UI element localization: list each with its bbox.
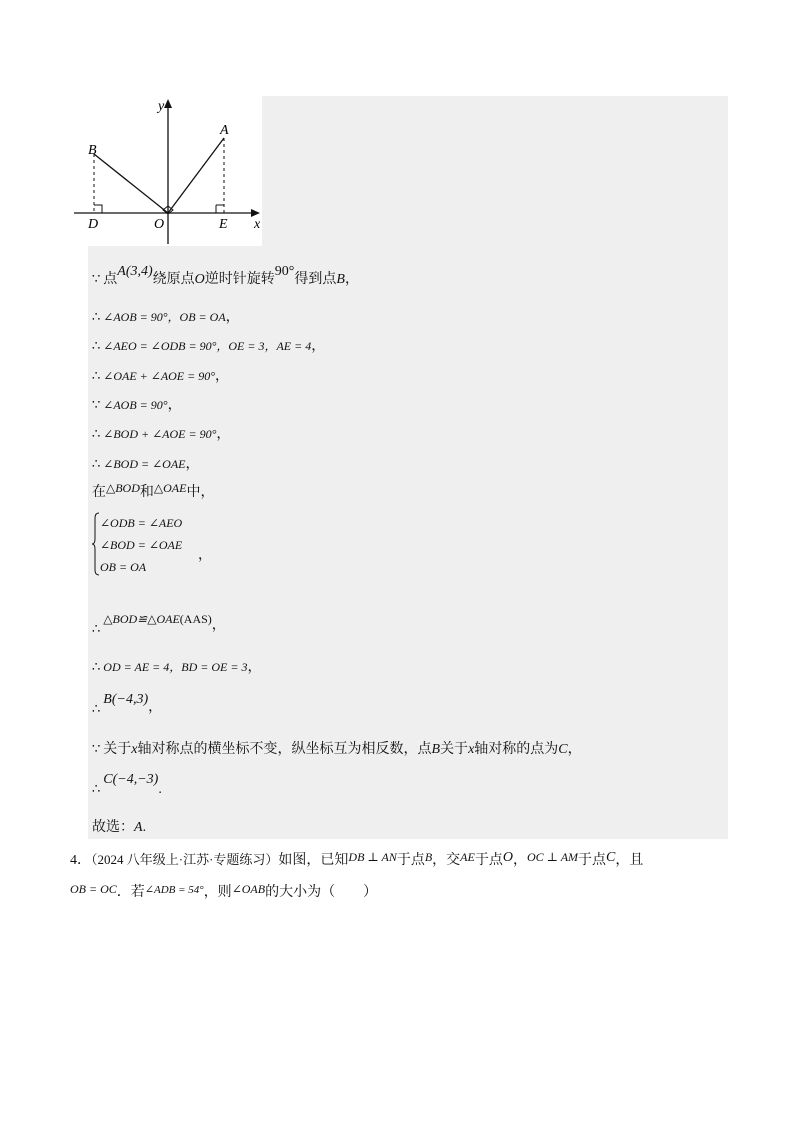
therefore-symbol: ∴ — [92, 369, 101, 384]
point-B: B — [336, 272, 345, 287]
text: ，交 — [432, 853, 461, 868]
math-expression: ∠BOD + ∠AOE = 90° — [103, 427, 217, 441]
because-symbol: ∵ — [92, 742, 101, 757]
math-expression: O — [502, 850, 513, 865]
because-symbol: ∵ — [92, 398, 101, 413]
var-x: x — [131, 742, 138, 757]
triangle-BOD: △BOD — [106, 481, 140, 495]
left-brace-icon — [92, 512, 100, 576]
text: ， — [512, 853, 527, 868]
triangle-OAE: △OAE — [153, 481, 187, 495]
text: 的大小为（ ） — [265, 885, 378, 900]
system-line: ∠BOD = ∠OAE — [100, 538, 183, 552]
var-x: x — [468, 742, 475, 757]
text: ， — [567, 742, 582, 757]
solution-line-11 — [92, 690, 163, 717]
solution-line-3 — [92, 336, 325, 357]
text: 得到点 — [294, 272, 337, 287]
solution-line-12 — [92, 740, 582, 760]
text: . — [142, 820, 147, 835]
text: ，且 — [615, 853, 644, 868]
solution-line-1 — [92, 264, 359, 290]
rotation-angle: 90° — [274, 264, 295, 279]
text: ， — [211, 618, 226, 633]
therefore-symbol: ∴ — [92, 660, 101, 675]
text: 轴对称的点为 — [474, 742, 559, 757]
text: 点 — [103, 272, 118, 287]
therefore-symbol: ∴ — [92, 782, 101, 797]
label-D: D — [88, 217, 99, 232]
therefore-symbol: ∴ — [92, 427, 101, 442]
coordinate-figure — [70, 96, 262, 246]
point-A-coord: A(3,4) — [117, 264, 153, 279]
math-expression: ∠OAB — [231, 882, 266, 896]
text: ， — [216, 427, 231, 442]
math-expression: ∠OAE + ∠AOE = 90° — [103, 369, 216, 383]
text: ．若 — [116, 885, 145, 900]
text: 如图，已知 — [278, 853, 349, 868]
label-y: y — [158, 99, 165, 114]
solution-line-7 — [92, 454, 199, 475]
congruence-rule: (AAS) — [179, 612, 212, 626]
therefore-symbol: ∴ — [92, 339, 101, 354]
label-x: x — [254, 217, 261, 232]
right-angle-D-icon — [94, 205, 102, 213]
text: 在 — [92, 485, 106, 500]
math-expression: ∠BOD = ∠OAE — [103, 457, 186, 471]
math-expression: OD = AE = 4，BD = OE = 3 — [103, 660, 248, 674]
text: ， — [148, 700, 163, 715]
math-expression: OC ⊥ AM — [526, 850, 579, 864]
label-B: B — [88, 143, 97, 158]
math-expression: B(−4,3) — [103, 692, 149, 707]
x-axis-arrow-icon — [251, 209, 260, 217]
math-expression: OB = OC — [70, 882, 117, 896]
text: ， — [344, 272, 359, 287]
problem-source: （2024 八年级上·江苏·专题练习） — [91, 852, 279, 867]
text: ， — [185, 457, 200, 472]
text: 于点 — [578, 853, 607, 868]
text: 和 — [139, 485, 154, 500]
y-axis-arrow-icon — [164, 99, 172, 108]
system-line: ∠ODB = ∠AEO — [100, 516, 183, 530]
math-expression: ∠AEO = ∠ODB = 90°，OE = 3，AE = 4 — [103, 339, 312, 353]
text: ，则 — [203, 885, 232, 900]
therefore-symbol: ∴ — [92, 457, 101, 472]
math-expression: C — [606, 850, 616, 865]
point-B: B — [431, 742, 441, 757]
solution-line-6 — [92, 424, 230, 445]
solution-line-2 — [92, 307, 240, 328]
solution-line-4 — [92, 366, 229, 387]
point-O: O — [194, 272, 205, 287]
math-expression: ∠ADB = 54° — [144, 884, 204, 896]
math-expression: DB ⊥ AN — [348, 850, 397, 864]
therefore-symbol: ∴ — [92, 702, 101, 717]
text: 于点 — [474, 853, 503, 868]
segment-OA — [168, 138, 224, 213]
problem-number: 4． — [70, 853, 91, 868]
therefore-symbol: ∴ — [92, 310, 101, 325]
problem-4-line-1 — [70, 850, 643, 871]
math-expression: C(−4,−3) — [103, 772, 159, 787]
text: ， — [198, 548, 212, 563]
text: 逆时针旋转 — [204, 272, 275, 287]
math-expression: B — [424, 850, 433, 864]
solution-line-13 — [92, 770, 162, 797]
solution-line-9 — [92, 609, 226, 637]
label-A: A — [220, 123, 229, 138]
text: ， — [167, 398, 182, 413]
math-expression: ∠AOB = 90° — [103, 398, 168, 412]
solution-line-5 — [92, 395, 182, 416]
text: 关于 — [440, 742, 469, 757]
solution-line-8 — [92, 482, 214, 503]
text: ， — [311, 339, 326, 354]
math-expression: ∠AOB = 90°，OB = OA — [103, 310, 226, 324]
text: ， — [215, 369, 230, 384]
text: 绕原点 — [152, 272, 195, 287]
text: 关于 — [103, 742, 132, 757]
answer-line — [92, 818, 146, 838]
math-expression: △BOD≌△OAE — [103, 612, 180, 626]
text: . — [158, 782, 162, 797]
problem-4-line-2 — [70, 882, 377, 903]
coordinate-diagram — [70, 96, 262, 246]
text: 轴对称点的横坐标不变，纵坐标互为相反数，点 — [137, 742, 432, 757]
point-C: C — [558, 742, 568, 757]
text: ， — [225, 310, 240, 325]
system-lines — [100, 512, 182, 578]
because-symbol: ∵ — [92, 272, 101, 287]
therefore-symbol: ∴ — [92, 622, 101, 637]
text: 中， — [186, 485, 215, 500]
answer-label: 故选： — [92, 820, 134, 835]
solution-line-10 — [92, 657, 261, 678]
text: ， — [247, 660, 262, 675]
segment-OB — [94, 154, 168, 213]
system-line: OB = OA — [100, 560, 147, 574]
text: 于点 — [396, 853, 425, 868]
label-O: O — [154, 217, 165, 232]
label-E: E — [219, 217, 228, 232]
math-expression: AE — [460, 850, 475, 864]
answer-choice: A — [134, 820, 143, 835]
